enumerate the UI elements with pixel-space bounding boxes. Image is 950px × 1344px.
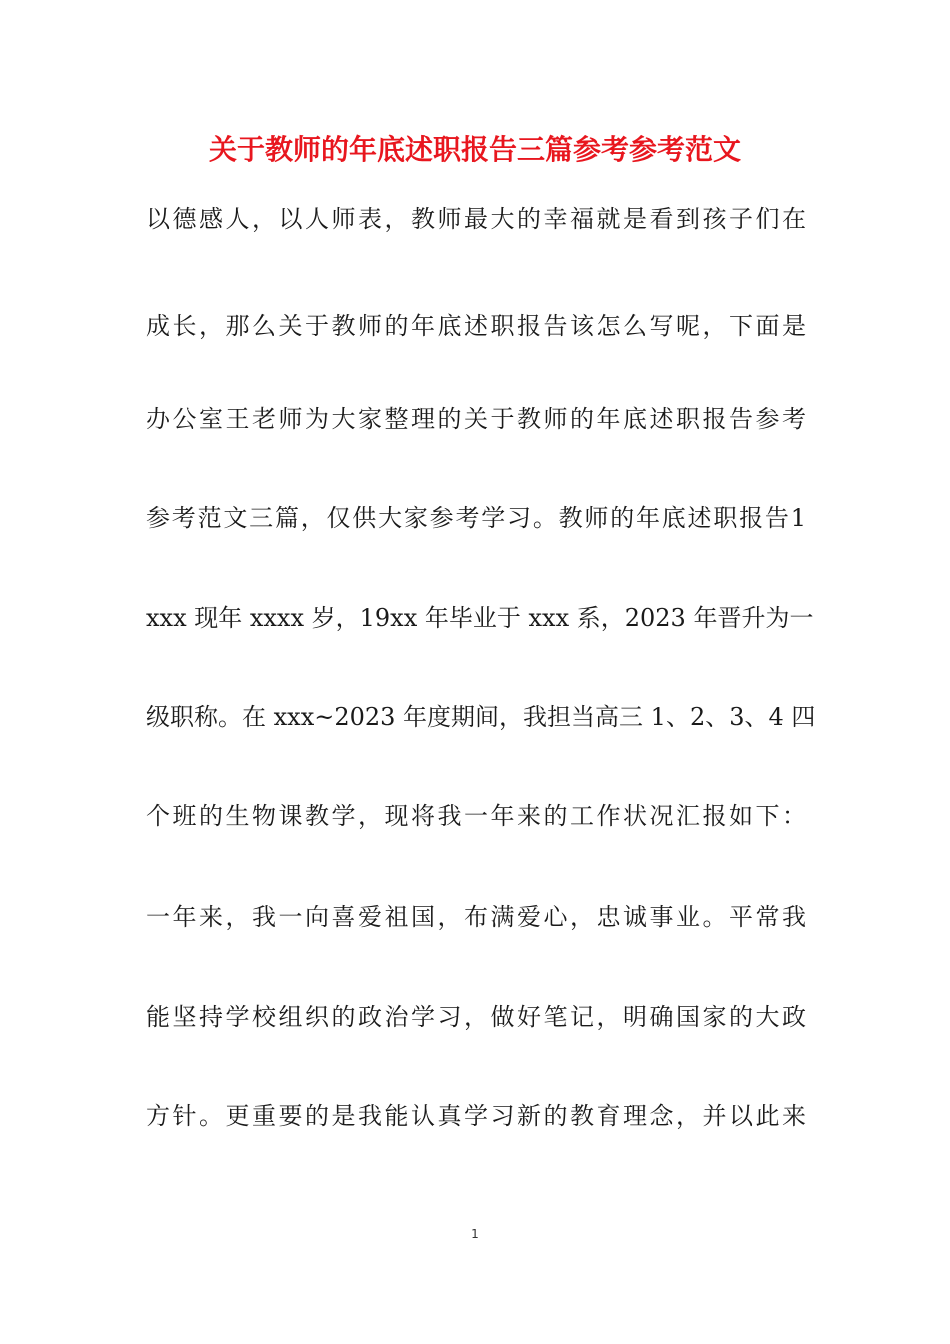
body-text-line: 级职称。在 xxx~2023 年度期间，我担当高三 1、2、3、4 四: [146, 703, 816, 731]
body-text-line: 以德感人，以人师表，教师最大的幸福就是看到孩子们在: [146, 205, 806, 233]
body-text-line: 能坚持学校组织的政治学习，做好笔记，明确国家的大政: [146, 1003, 806, 1031]
body-text-line: 方针。更重要的是我能认真学习新的教育理念，并以此来: [146, 1102, 806, 1130]
body-text-line: xxx 现年 xxxx 岁，19xx 年毕业于 xxx 系，2023 年晋升为一: [146, 604, 814, 632]
body-text-line: 办公室王老师为大家整理的关于教师的年底述职报告参考: [146, 405, 806, 433]
page-number: 1: [471, 1227, 479, 1241]
body-text-line: 成长，那么关于教师的年底述职报告该怎么写呢，下面是: [146, 312, 806, 340]
body-text-line: 参考范文三篇，仅供大家参考学习。教师的年底述职报告1: [146, 504, 806, 532]
body-text-line: 个班的生物课教学，现将我一年来的工作状况汇报如下：: [146, 802, 806, 830]
document-title: 关于教师的年底述职报告三篇参考参考范文: [208, 133, 741, 166]
body-text-line: 一年来，我一向喜爱祖国，布满爱心，忠诚事业。平常我: [146, 903, 806, 931]
